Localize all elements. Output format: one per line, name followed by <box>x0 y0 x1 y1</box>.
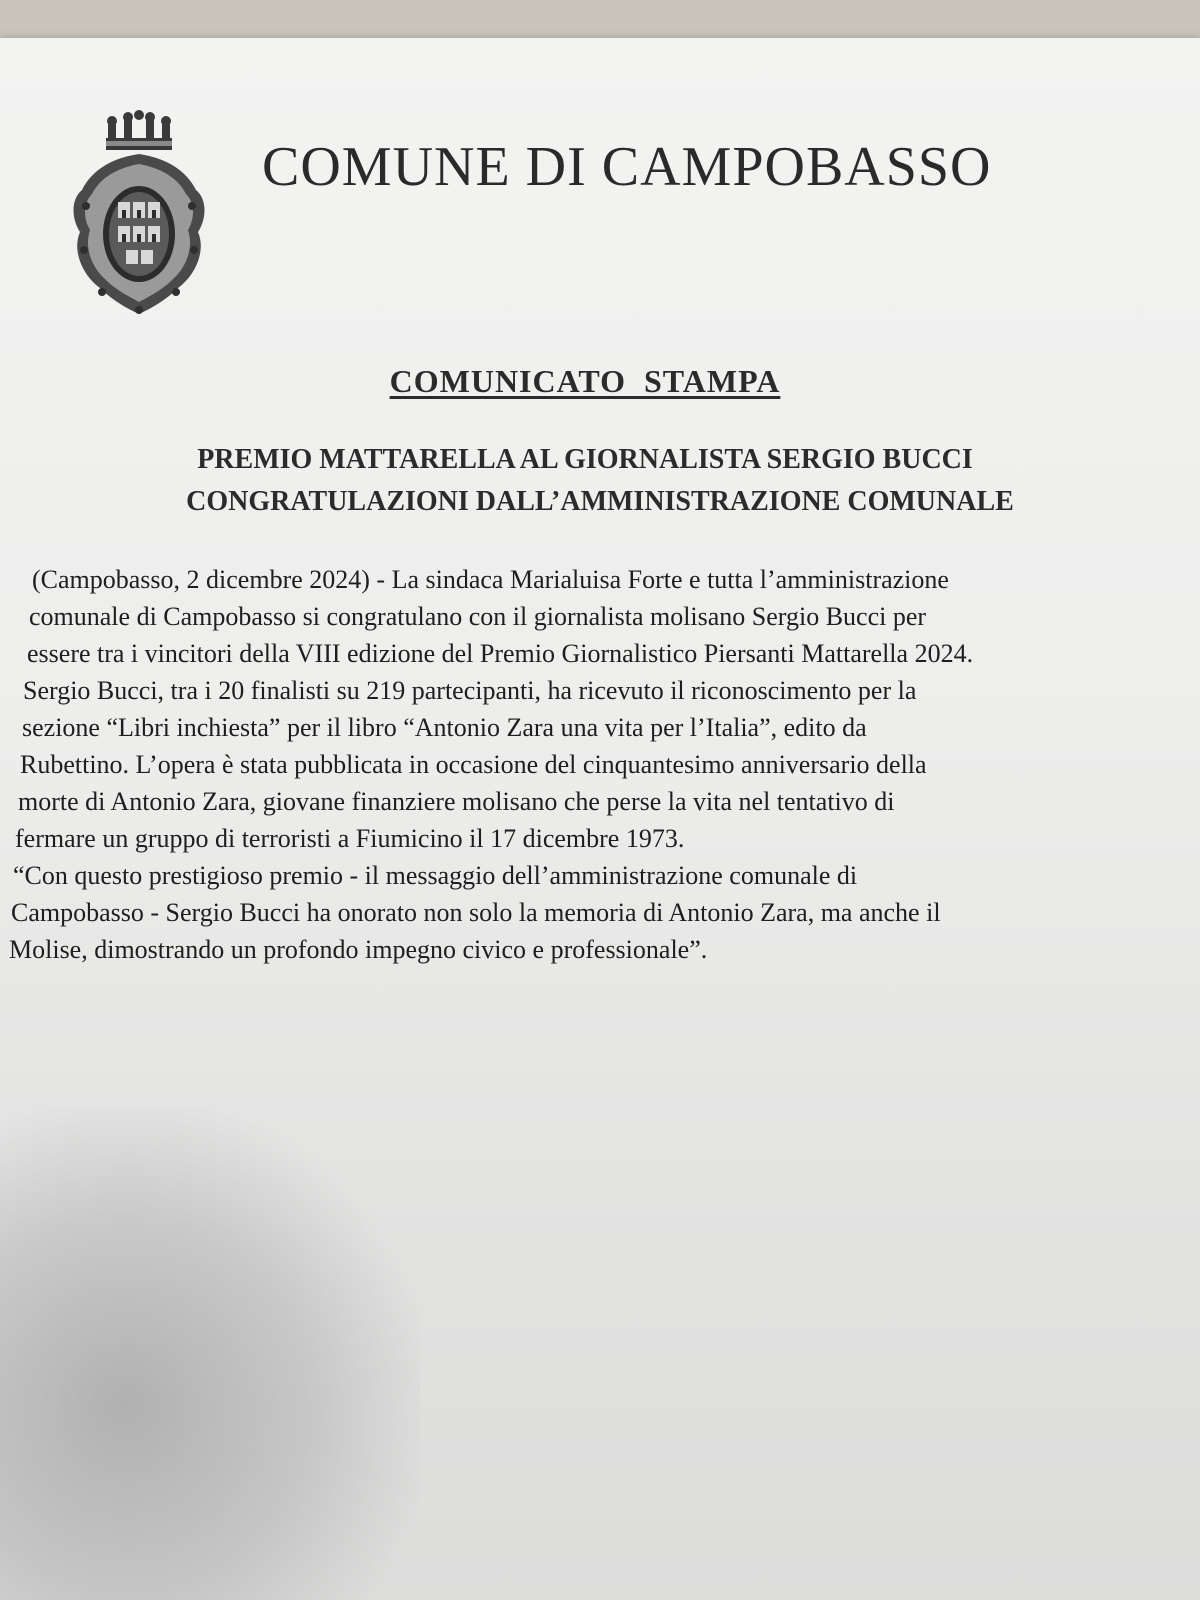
body-line: sezione “Libri inchiesta” per il libro “Antonio Zara una vita per l’Italia”, edito da <box>22 713 867 742</box>
body-line: comunale di Campobasso si congratulano con il giornalista molisano Sergio Bucci per <box>29 602 927 631</box>
body-line: (Campobasso, 2 dicembre 2024) - La sindaca Marialuisa Forte e tutta l’amministrazione <box>32 565 949 594</box>
document-label <box>0 363 1170 400</box>
body-line: fermare un gruppo di terroristi a Fiumicino il 17 dicembre 1973. <box>15 824 685 853</box>
coat-of-arms-icon <box>66 110 212 320</box>
headline-line-1: PREMIO MATTARELLA AL GIORNALISTA SERGIO BUCCI <box>197 444 973 475</box>
body-line: morte di Antonio Zara, giovane finanziere molisano che perse la vita nel tentativo di <box>18 787 895 816</box>
body-line: Campobasso - Sergio Bucci ha onorato non solo la memoria di Antonio Zara, ma anche il <box>11 898 941 927</box>
headline-line-2: CONGRATULAZIONI DALL’AMMINISTRAZIONE COMUNALE <box>186 486 1014 517</box>
body-line: essere tra i vincitori della VIII edizione del Premio Giornalistico Piersanti Mattarella 2024. <box>27 639 974 668</box>
body-line: “Con questo prestigioso premio - il messaggio dell’amministrazione comunale di <box>13 861 858 890</box>
document-label-text: COMUNICATO STAMPA <box>389 363 781 399</box>
body-line: Molise, dimostrando un profondo impegno civico e professionale”. <box>9 935 708 964</box>
body-line: Rubettino. L’opera è stata pubblicata in occasione del cinquantesimo anniversario della <box>20 750 927 779</box>
body-line: Sergio Bucci, tra i 20 finalisti su 219 partecipanti, ha ricevuto il riconoscimento per la <box>23 676 917 705</box>
municipality-title: COMUNE DI CAMPOBASSO <box>262 136 992 198</box>
